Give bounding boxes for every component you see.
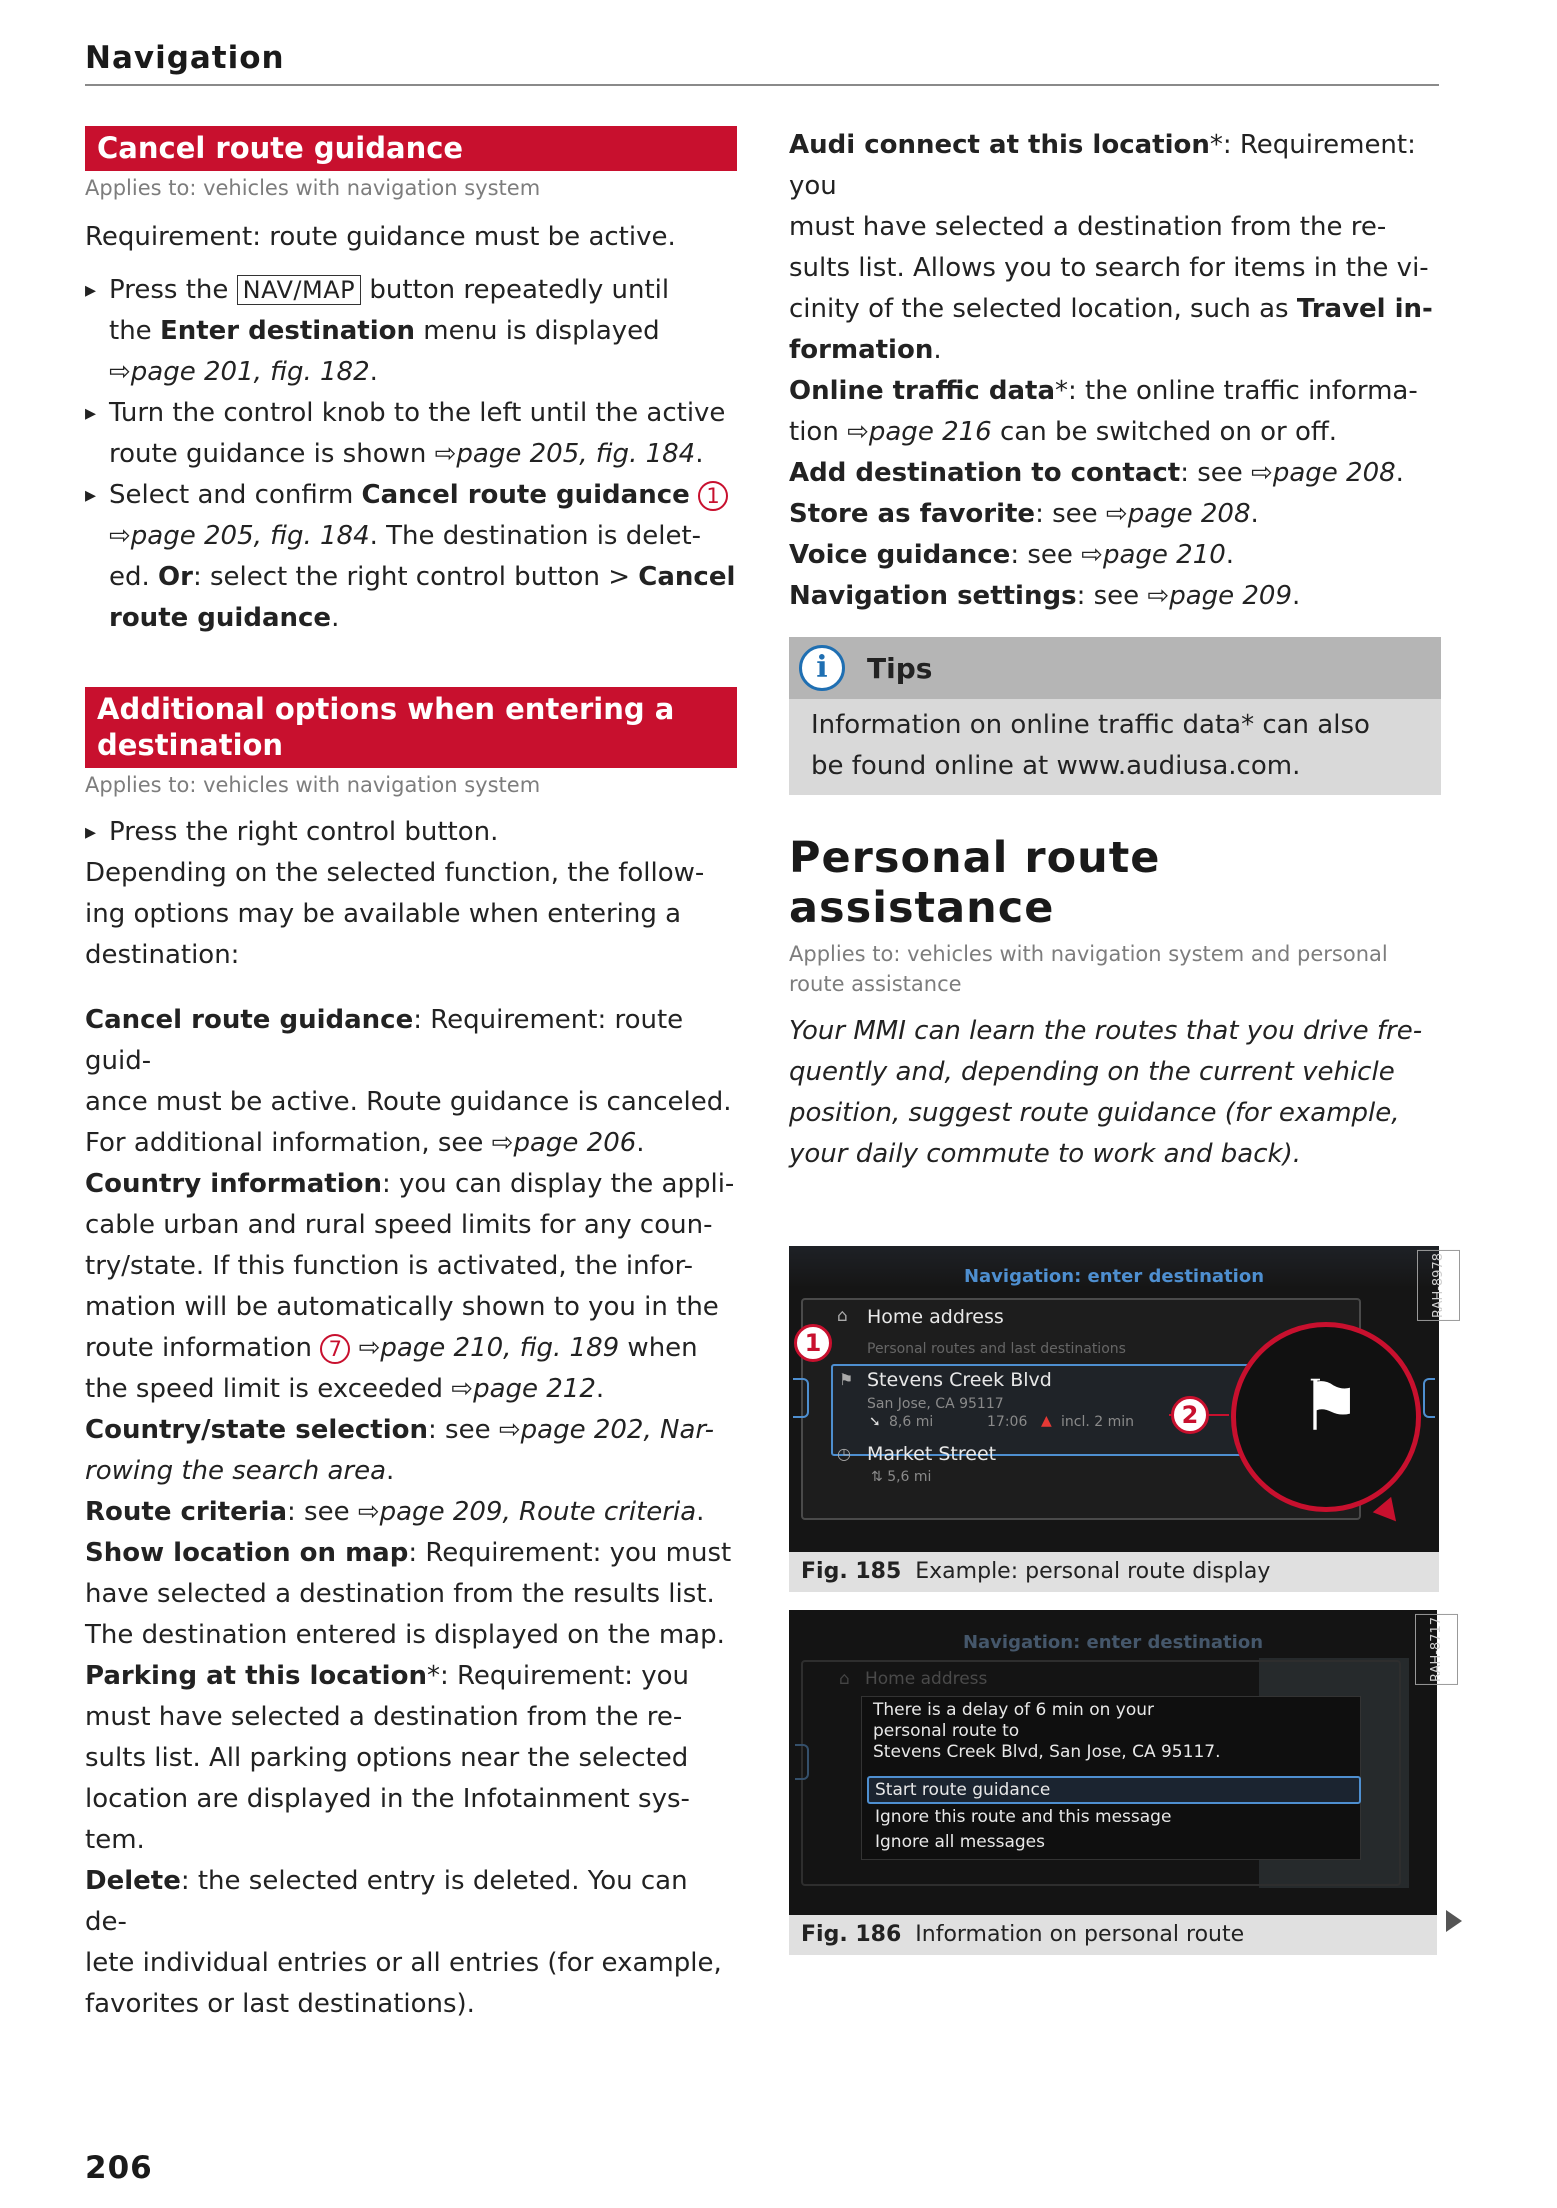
callout-1-icon: 1 [698, 481, 728, 511]
page-ref-link[interactable]: page 210, fig. 189 [380, 1333, 620, 1363]
route-icon: ⇅ [871, 1469, 888, 1485]
destination-address: San Jose, CA 95117 [867, 1396, 1004, 1412]
info-icon: i [799, 645, 845, 691]
message-text: There is a delay of 6 min on your personal route to Stevens Creek Blvd, San Jose, CA 95117. [873, 1700, 1221, 1762]
step-1: ▸ Press the NAV/MAP button repeatedly until the Enter destination menu is displayed ⇨page 201, fig. 182. [85, 270, 737, 393]
distance-icon: ➘ [869, 1414, 881, 1430]
right-column [789, 125, 1441, 1175]
intro-paragraph: Your MMI can learn the routes that you drive fre- quently and, depending on the current vehicle position, suggest route guidance (for example, your daily commute to work and back). [789, 1016, 1423, 1169]
arrow-right-icon: ⇨ [451, 1374, 474, 1404]
option-navigation-settings: Navigation settings: see ⇨page 209. [789, 576, 1441, 617]
page-ref-link[interactable]: page 201, fig. 182 [130, 357, 370, 387]
arrow-right-icon: ⇨ [434, 439, 457, 469]
destination-name-2[interactable]: Market Street [867, 1443, 997, 1465]
section-heading-cancel-route-guidance: Cancel route guidance [85, 126, 737, 171]
tips-title: Tips [867, 651, 933, 685]
option-add-destination-to-contact: Add destination to contact: see ⇨page 208. [789, 453, 1441, 494]
page-ref-link[interactable]: page 202, Nar- [520, 1415, 715, 1445]
header-rule [85, 84, 1439, 86]
option-country-information: Country information: you can display the appli- cable urban and rural speed limits for any coun- try/state. If this function is activated, the infor- mation will be automatically shown to you in the route information 7 ⇨page 210, fig. 189 when the speed limit is exceeded ⇨page 212. [85, 1164, 737, 1410]
option-country-state-selection: Country/state selection: see ⇨page 202, Nar- rowing the search area. [85, 1410, 737, 1492]
nav-map-key: NAV/MAP [237, 275, 361, 305]
home-address-item: Home address [865, 1669, 988, 1689]
ignore-all-option[interactable]: Ignore all messages [875, 1832, 1045, 1852]
callout-1: 1 [794, 1324, 832, 1362]
flag-icon: ⚑ [839, 1370, 854, 1389]
delay-info: incl. 2 min [1061, 1414, 1135, 1430]
callout-2: 2 [1171, 1396, 1209, 1434]
arrow-right-icon: ⇨ [498, 1415, 521, 1445]
step-2: ▸ Turn the control knob to the left until the active route guidance is shown ⇨page 205, fig. 184. [85, 393, 737, 475]
arrow-right-icon: ⇨ [1147, 581, 1170, 611]
section-title-personal-route-assistance: Personal route assistance [789, 833, 1161, 933]
requirement-text: Requirement: route guidance must be active. [85, 222, 676, 252]
home-address-item[interactable]: Home address [867, 1306, 1004, 1328]
page-number: 206 [85, 2150, 153, 2186]
destination-distance: 8,6 mi [889, 1414, 934, 1430]
arrow-right-icon: ⇨ [109, 521, 131, 551]
arrow-right-icon: ⇨ [1081, 540, 1103, 570]
clock-icon: ◷ [837, 1444, 851, 1463]
page-ref-link[interactable]: page 206 [513, 1128, 637, 1158]
page-ref-link[interactable]: page 208 [1127, 499, 1251, 529]
page-ref-link[interactable]: page 208 [1272, 458, 1396, 488]
option-label: Start route guidance [875, 1780, 1051, 1800]
intro-paragraph: Depending on the selected function, the follow- ing options may be available when entering a destination: [85, 858, 705, 970]
option-delete: Delete: the selected entry is deleted. You can de- lete individual entries or all entries (for example, favorites or last destinations). [85, 1866, 722, 2019]
arrow-right-icon: ⇨ [109, 357, 131, 387]
option-cancel-route-guidance: Cancel route guidance: Requirement: route guid- ance must be active. Route guidance is canceled. For additional information, see ⇨page 206. [85, 1000, 737, 1164]
running-header: Navigation [85, 40, 285, 76]
screen-title: Navigation: enter destination [963, 1266, 1265, 1287]
option-online-traffic-data: Online traffic data*: the online traffic informa- tion ⇨page 216 can be switched on or off. [789, 371, 1441, 453]
applies-note: Applies to: vehicles with navigation system [85, 773, 541, 797]
arrow-right-icon: ⇨ [357, 1497, 380, 1527]
option-show-location-on-map: Show location on map: Requirement: you must have selected a destination from the results list. The destination entered is displayed on the map. [85, 1538, 732, 1650]
checkered-flag-icon: ⚑ [1299, 1365, 1362, 1447]
ignore-route-option[interactable]: Ignore this route and this message [875, 1807, 1172, 1827]
screen-title: Navigation: enter destination [962, 1632, 1264, 1653]
list-section-label: Personal routes and last destinations [867, 1341, 1126, 1357]
tips-header [789, 637, 1441, 699]
figure-id: RAH-8978 [1417, 1250, 1460, 1321]
left-column [85, 126, 737, 2025]
step-press-right-button: ▸ Press the right control button. [85, 812, 737, 853]
home-icon: ⌂ [837, 1306, 848, 1326]
option-audi-connect: Audi connect at this location*: Requirement: you must have selected a destination from the re- sults list. Allows you to search for items in the vi- cinity of the selected location, such as Travel in- formation. [789, 130, 1433, 365]
figure-185-screen [789, 1246, 1446, 1552]
destination-distance-2: ⇅ 5,6 mi [871, 1469, 932, 1485]
home-icon: ⌂ [839, 1669, 850, 1689]
page-ref-link[interactable]: page 209, Route criteria [379, 1497, 697, 1527]
figure-186-screen [789, 1610, 1444, 1915]
step-3: ▸ Select and confirm Cancel route guidance 1 ⇨page 205, fig. 184. The destination is delet- ed. Or: select the right control button > Cancel route guidance. [85, 475, 737, 639]
continue-arrow-icon [1446, 1910, 1462, 1932]
arrow-right-icon: ⇨ [1251, 458, 1273, 488]
option-store-as-favorite: Store as favorite: see ⇨page 208. [789, 494, 1441, 535]
option-route-criteria: Route criteria: see ⇨page 209, Route criteria. [85, 1492, 737, 1533]
page-ref-link[interactable]: page 212 [473, 1374, 596, 1404]
page-ref-link[interactable]: page 205, fig. 184 [456, 439, 696, 469]
option-parking-at-location: Parking at this location*: Requirement: you must have selected a destination from the re- sults list. All parking options near the selected location are displayed in the Infotainment sys- tem. [85, 1661, 690, 1855]
page-ref-link[interactable]: page 209 [1169, 581, 1293, 611]
applies-note: Applies to: vehicles with navigation system [85, 176, 541, 200]
tips-body: Information on online traffic data* can also be found online at www.audiusa.com. [811, 710, 1370, 781]
page-ref-link[interactable]: page 216 [868, 417, 992, 447]
arrival-time: 17:06 [987, 1414, 1028, 1430]
arrow-right-icon: ⇨ [1105, 499, 1128, 529]
warning-icon: ▲ [1041, 1413, 1052, 1429]
arrow-right-icon: ⇨ [358, 1333, 381, 1363]
arrow-right-icon: ⇨ [847, 417, 869, 447]
section-heading-additional-options: Additional options when entering a destination [85, 687, 737, 768]
figure-185-caption: Fig. 185 Example: personal route display [789, 1552, 1439, 1592]
page-ref-link[interactable]: page 205, fig. 184 [130, 521, 370, 551]
page-ref-link[interactable]: page 210 [1102, 540, 1226, 570]
callout-7-icon: 7 [320, 1334, 350, 1364]
figure-186-caption: Fig. 186 Information on personal route [789, 1915, 1437, 1955]
figure-id: RAH-8717 [1415, 1614, 1458, 1685]
tips-box [789, 637, 1441, 795]
destination-name: Stevens Creek Blvd [867, 1369, 1052, 1391]
arrow-right-icon: ⇨ [491, 1128, 514, 1158]
applies-note: Applies to: vehicles with navigation system and personal route assistance [789, 942, 1388, 996]
option-voice-guidance: Voice guidance: see ⇨page 210. [789, 535, 1441, 576]
